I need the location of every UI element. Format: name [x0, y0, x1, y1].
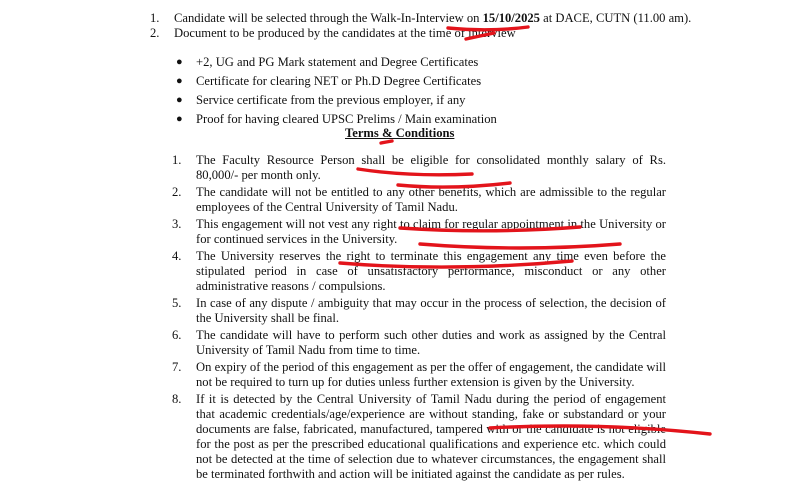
document-bullet-list [176, 55, 676, 131]
red-underline-mark [381, 141, 392, 143]
bullet-item [176, 112, 676, 127]
term-item [172, 217, 666, 247]
bullet-text: Certificate for clearing NET or Ph.D Degree Certificates [196, 74, 482, 88]
term-item [172, 328, 666, 358]
term-text: On expiry of the period of this engagement as per the offer of engagement, the candidate will not be required to turn up for duties unless further extension is given by the University. [196, 360, 666, 389]
term-number: 2. [172, 185, 182, 199]
intro-text-after: at DACE, CUTN (11.00 am). [539, 11, 692, 25]
term-number: 1. [172, 153, 182, 167]
list-number: 1. [150, 11, 160, 25]
bullet-item [176, 55, 676, 70]
term-item [172, 249, 666, 294]
term-text: In case of any dispute / ambiguity that may occur in the process of selection, the decision of the University shall be final. [196, 296, 666, 325]
terms-heading: Terms & Conditions [345, 126, 455, 140]
intro-text: Candidate will be selected through the Walk-In-Interview on [174, 11, 483, 25]
term-number: 4. [172, 249, 182, 263]
term-number: 8. [172, 392, 182, 406]
intro-list [150, 11, 710, 41]
term-number: 5. [172, 296, 182, 310]
term-text: The candidate will have to perform such other duties and work as assigned by the Central University of Tamil Nadu from time to time. [196, 328, 666, 357]
bullet-text: Proof for having cleared UPSC Prelims / Main examination [196, 112, 497, 126]
terms-list [172, 153, 666, 484]
intro-text: Document to be produced by the candidates at the time of interview [174, 26, 516, 40]
list-item [150, 26, 710, 41]
term-text: This engagement will not vest any right to claim for regular appointment in the University or for continued services in the University. [196, 217, 666, 246]
bullet-icon: ● [176, 56, 183, 68]
term-text: The University reserves the right to terminate this engagement any time even before the stipulated period in case of unsatisfactory performance, misconduct or any other administrative reasons / compulsions. [196, 249, 666, 293]
term-text: The candidate will not be entitled to any other benefits, which are admissible to the regular employees of the Central University of Tamil Nadu. [196, 185, 666, 214]
list-number: 2. [150, 26, 160, 40]
term-number: 3. [172, 217, 182, 231]
interview-date: 15/10/2025 [482, 11, 540, 25]
bullet-icon: ● [176, 113, 183, 125]
bullet-item [176, 74, 676, 89]
bullet-icon: ● [176, 94, 183, 106]
bullet-text: +2, UG and PG Mark statement and Degree Certificates [196, 55, 479, 69]
term-item [172, 153, 666, 183]
term-number: 7. [172, 360, 182, 374]
term-text: If it is detected by the Central University of Tamil Nadu during the period of engagement that academic credentials/age/experience are without standing, fake or substandard or your documents are false, fabricated, manufactured, tampered with or the candidate is not eligible for the post as per the prescribed educational qualifications and experience etc. which could not be detected at the time of selection due to whatever circumstances, the engagement shall be terminated forthwith and action will be initiated against the candidate as per rules. [196, 392, 666, 481]
term-text: The Faculty Resource Person shall be eligible for consolidated monthly salary of Rs. 80,000/- per month only. [196, 153, 666, 182]
bullet-icon: ● [176, 75, 183, 87]
term-item [172, 360, 666, 390]
bullet-text: Service certificate from the previous employer, if any [196, 93, 466, 107]
term-number: 6. [172, 328, 182, 342]
list-item [150, 11, 710, 26]
bullet-item [176, 93, 676, 108]
term-item [172, 392, 666, 482]
term-item [172, 185, 666, 215]
term-item [172, 296, 666, 326]
